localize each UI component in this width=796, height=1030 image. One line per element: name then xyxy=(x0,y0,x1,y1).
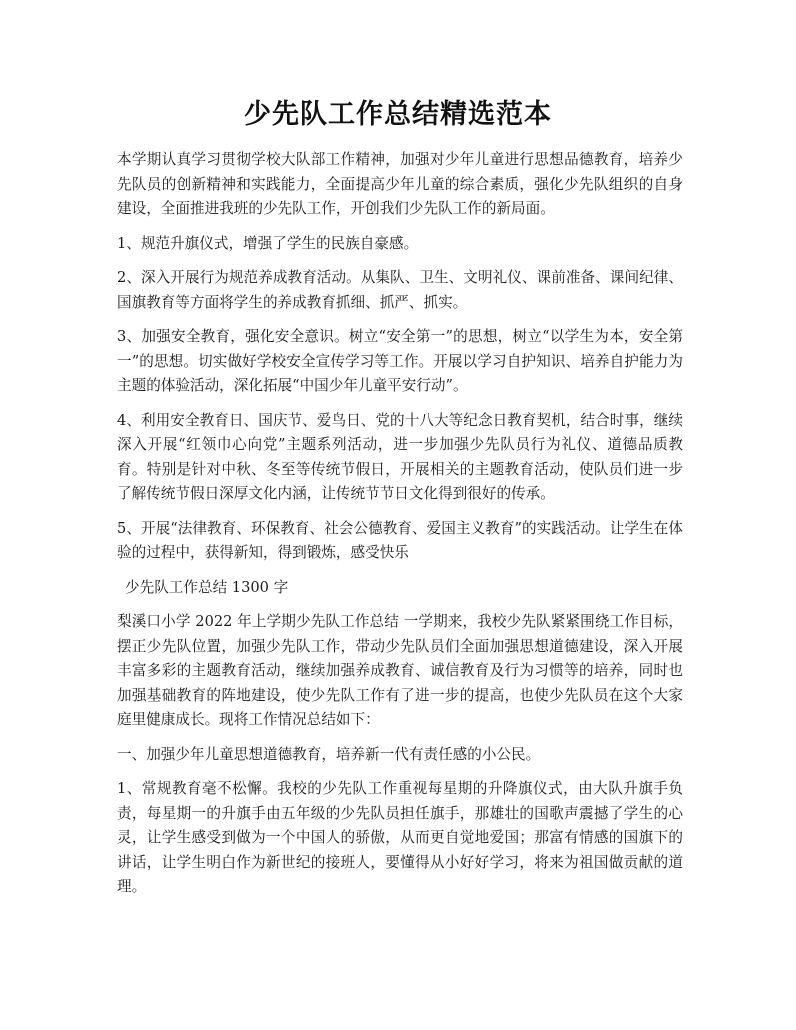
item-3-paragraph: 3、加强安全教育，强化安全意识。树立“安全第一”的思想，树立“以学生为本，安全第一”的思想。切实做好学校安全宣传学习等工作。开展以学习自护知识、培养自护能力为主题的体验活动，深化拓展“中国少年儿童平安行动”。 xyxy=(117,328,683,394)
section-one-heading: 一、加强少年儿童思想道德教育，培养新一代有责任感的小公民。 xyxy=(117,745,541,763)
item-5-paragraph: 5、开展“法律教育、环保教育、社会公德教育、爱国主义教育”的实践活动。让学生在体验的过程中，获得新知，得到锻炼，感受快乐 xyxy=(117,519,683,561)
document-body xyxy=(117,148,683,910)
item-1-paragraph: 1、规范升旗仪式，增强了学生的民族自豪感。 xyxy=(117,234,419,252)
section-heading: 少先队工作总结 1300 字 xyxy=(125,578,289,596)
intro-paragraph: 本学期认真学习贯彻学校大队部工作精神，加强对少年儿童进行思想品德教育，培养少先队员的创新精神和实践能力，全面提高少年儿童的综合素质，强化少先队组织的自身建设，全面推进我班的少先队工作，开创我们少先队工作的新局面。 xyxy=(117,151,683,217)
summary-intro-paragraph: 梨溪口小学 2022 年上学期少先队工作总结 一学期来，我校少先队紧紧围绕工作目标，摆正少先队位置，加强少先队工作，带动少先队员们全面加强思想道德建设，深入开展丰富多彩的主题教育活动，继续加强养成教育、诚信教育及行为习惯等的培养，同时也加强基础教育的阵地建设，使少先队工作有了进一步的提高，也使少先队员在这个大家庭里健康成长。现将工作情况总结如下： xyxy=(117,613,683,728)
item-2-paragraph: 2、深入开展行为规范养成教育活动。从集队、卫生、文明礼仪、课前准备、课间纪律、国旗教育等方面将学生的养成教育抓细、抓严、抓实。 xyxy=(117,269,683,311)
item-4-paragraph: 4、利用安全教育日、国庆节、爱鸟日、党的十八大等纪念日教育契机，结合时事，继续深入开展“红领巾心向党”主题系列活动，进一步加强少先队员行为礼仪、道德品质教育。特别是针对中秋、冬至等传统节假日，开展相关的主题教育活动，使队员们进一步了解传统节假日深厚文化内涵，让传统节节日文化得到很好的传承。 xyxy=(117,411,683,502)
document-title: 少先队工作总结精选范本 xyxy=(244,99,552,130)
section-one-item-1-paragraph: 1、常规教育毫不松懈。我校的少先队工作重视每星期的升降旗仪式，由大队升旗手负责，每星期一的升旗手由五年级的少先队员担任旗手，那雄壮的国歌声震撼了学生的心灵，让学生感受到做为一个中国人的骄傲，从而更自觉地爱国；那富有情感的国旗下的讲话，让学生明白作为新世纪的接班人，要懂得从小好好学习，将来为祖国做贡献的道理。 xyxy=(117,780,683,895)
